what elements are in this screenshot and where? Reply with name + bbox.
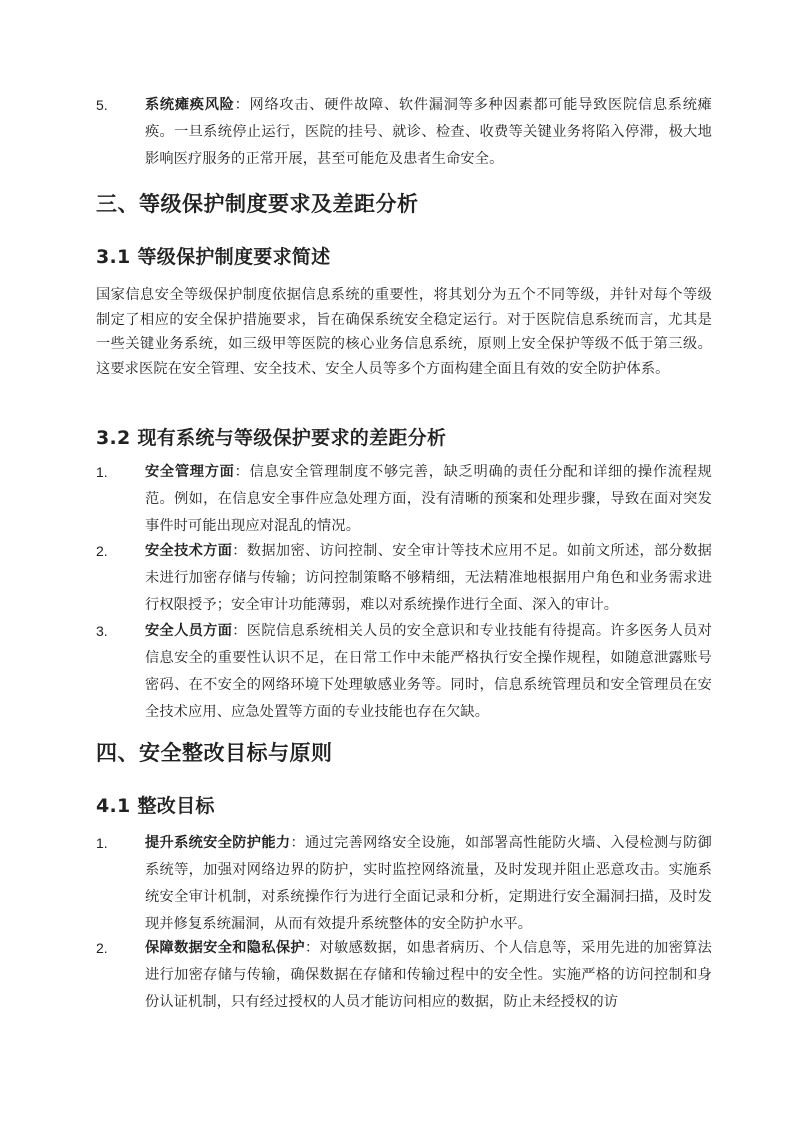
list-number: 5. xyxy=(96,97,108,113)
paragraph: 国家信息安全等级保护制度依据信息系统的重要性，将其划分为五个不同等级，并针对每个等级制定了相应的安全保护措施要求，旨在确保系统安全稳定运行。对于医院信息系统而言，尤其是一些关键业务系统，如三级甲等医院的核心业务信息系统，原则上安全保护等级不低于第三级。这要求医院在安全管理、安全技术、安全人员等多个方面构建全面且有效的安全防护体系。 xyxy=(96,287,712,377)
list-item-title: 安全技术方面 xyxy=(145,543,233,559)
list-item-text: ：数据加密、访问控制、安全审计等技术应用不足。如前文所述，部分数据未进行加密存储与传输；访问控制策略不够精细，无法精准地根据用户角色和业务需求进行权限授予；安全审计功能薄弱，难以对系统操作进行全面、深入的审计。 xyxy=(145,543,712,613)
subsection-heading-3-2: 3.2 现有系统与等级保护要求的差距分析 xyxy=(96,427,447,449)
list-number: 3. xyxy=(96,623,108,639)
list-item-title: 安全人员方面 xyxy=(145,623,233,639)
list-item-text: ：信息安全管理制度不够完善，缺乏明确的责任分配和详细的操作流程规范。例如，在信息安全事件应急处理方面，没有清晰的预案和处理步骤，导致在面对突发事件时可能出现应对混乱的情况。 xyxy=(145,464,712,534)
list-item xyxy=(96,935,712,1016)
list-item xyxy=(96,830,712,938)
list-item-text: ：医院信息系统相关人员的安全意识和专业技能有待提高。许多医务人员对信息安全的重要性认识不足，在日常工作中未能严格执行安全操作规程，如随意泄露账号密码、在不安全的网络环境下处理敏感业务等。同时，信息系统管理员和安全管理员在安全技术应用、应急处置等方面的专业技能也存在欠缺。 xyxy=(145,623,712,720)
list-item xyxy=(96,92,712,173)
subsection-heading-4-1: 4.1 整改目标 xyxy=(96,795,215,817)
section-heading-3: 三、等级保护制度要求及差距分析 xyxy=(96,192,419,216)
section-heading-4: 四、安全整改目标与原则 xyxy=(96,741,333,765)
list-item-title: 安全管理方面 xyxy=(145,464,235,480)
list-item-title: 提升系统安全防护能力 xyxy=(145,835,291,851)
list-number: 1. xyxy=(96,835,108,851)
list-item-text: ：网络攻击、硬件故障、软件漏洞等多种因素都可能导致医院信息系统瘫痪。一旦系统停止运行，医院的挂号、就诊、检查、收费等关键业务将陷入停滞，极大地影响医疗服务的正常开展，甚至可能危及患者生命安全。 xyxy=(145,97,712,167)
list-item-text: ：通过完善网络安全设施，如部署高性能防火墙、入侵检测与防御系统等，加强对网络边界的防护，实时监控网络流量，及时发现并阻止恶意攻击。实施系统安全审计机制，对系统操作行为进行全面记录和分析，定期进行安全漏洞扫描，及时发现并修复系统漏洞，从而有效提升系统整体的安全防护水平。 xyxy=(145,835,712,932)
list-item xyxy=(96,459,712,540)
list-item xyxy=(96,618,712,726)
list-item xyxy=(96,538,712,619)
list-number: 1. xyxy=(96,464,108,480)
list-item-title: 系统瘫痪风险 xyxy=(145,97,235,113)
subsection-heading-3-1: 3.1 等级保护制度要求简述 xyxy=(96,246,331,268)
list-item-text: ：对敏感数据，如患者病历、个人信息等，采用先进的加密算法进行加密存储与传输，确保数据在存储和传输过程中的安全性。实施严格的访问控制和身份认证机制，只有经过授权的人员才能访问相应的数据，防止未经授权的访 xyxy=(145,940,712,1010)
list-item-title: 保障数据安全和隐私保护 xyxy=(145,940,305,956)
list-number: 2. xyxy=(96,543,108,559)
list-number: 2. xyxy=(96,940,108,956)
